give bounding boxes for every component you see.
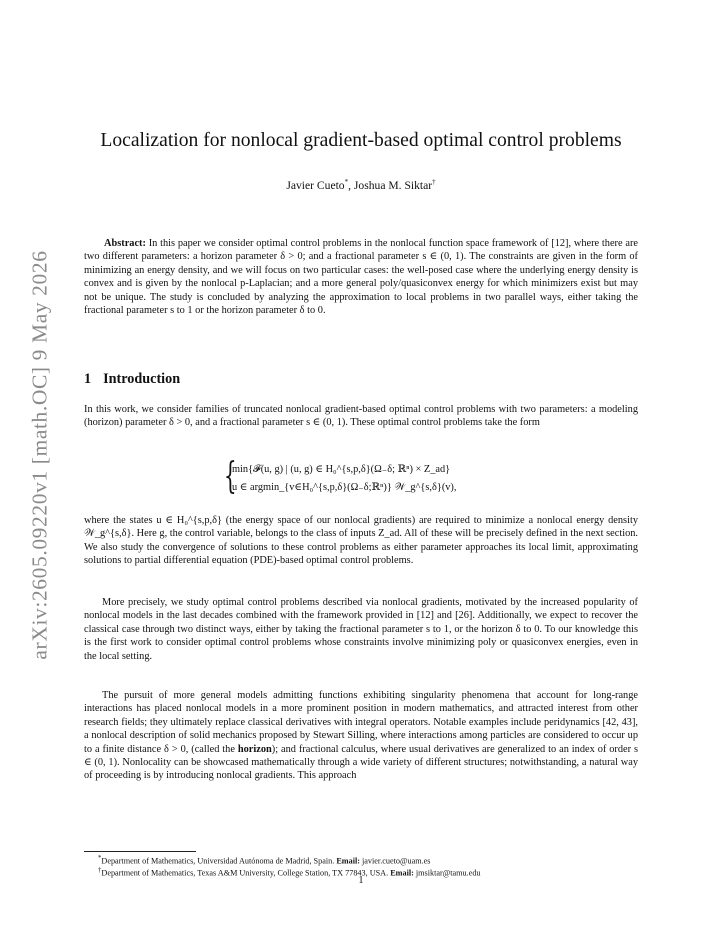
author-separator: , bbox=[348, 178, 354, 192]
abstract bbox=[84, 237, 638, 317]
horizon-term: horizon bbox=[237, 743, 272, 755]
equation-line-1: min{𝓕(u, g) | (u, g) ∈ H₀^{s,p,δ}(Ω₋δ; ℝⁿ) × Z_ad} bbox=[232, 464, 451, 475]
abstract-text: In this paper we consider optimal control problems in the nonlocal function space framework of [12], where there are two different parameters: a horizon parameter δ > 0; and a fractional parameter s ∈ (0, 1). The constraints are given in the form of minimizing an energy density, and we will focus on two particular cases: the well-posed case where the underlying energy density is convex and is given by the nonlocal p-Laplacian; and a more general poly/quasiconvex energy for which minimizers exist but may not be unique. The study is concluded by analyzing the approximation to local problems in two parallel ways, either taking the fractional parameter s to 1 or the horizon parameter δ to 0. bbox=[84, 238, 638, 317]
footnote-1 bbox=[98, 854, 430, 867]
footnote-2-email[interactable]: jmsiktar@tamu.edu bbox=[413, 868, 481, 878]
author-2-footnote-mark[interactable]: † bbox=[432, 178, 436, 186]
equation-brace: { bbox=[224, 456, 237, 497]
author-line bbox=[84, 178, 638, 192]
arxiv-id-text: arXiv:2605.09220v1 [math.OC] 9 May 2026 bbox=[27, 250, 52, 660]
footnote-2-affiliation: Department of Mathematics, Texas A&M University, College Station, TX 77843, USA. bbox=[101, 868, 391, 878]
footnote-1-email[interactable]: javier.cueto@uam.es bbox=[359, 856, 431, 866]
author-1-name: Javier Cueto bbox=[286, 178, 345, 192]
display-equation bbox=[224, 456, 524, 501]
abstract-label: Abstract: bbox=[104, 238, 146, 249]
footnote-divider bbox=[84, 851, 196, 852]
paragraph-4 bbox=[84, 689, 638, 783]
section-title: Introduction bbox=[103, 371, 181, 387]
paragraph-4-text-a: The pursuit of more general models admitting functions exhibiting singularity phenomena that account for long-range interactions has placed nonlocal models in a more prominent position in modern mathematics, and attracted interest from other research fields; they ultimately replace classical derivatives with integral operators. Notable examples include peridynamics [42, 43], a nonlocal description of solid mechanics proposed by Stewart Silling, where interactions among particles are considered to occur up to a finite distance δ > 0, (called the bbox=[84, 690, 638, 755]
footnote-1-affiliation: Department of Mathematics, Universidad Autónoma de Madrid, Spain. bbox=[101, 856, 337, 866]
paper-title: Localization for nonlocal gradient-based optimal control problems bbox=[100, 130, 622, 151]
paragraph-1: In this work, we consider families of truncated nonlocal gradient-based optimal control problems with two parameters: a modeling (horizon) parameter δ > 0, and a fractional parameter s ∈ (0, 1). These optimal control problems take the form bbox=[84, 404, 638, 429]
arxiv-identifier-stamp bbox=[20, 245, 60, 665]
author-1-footnote-mark[interactable]: * bbox=[344, 178, 349, 186]
section-heading-introduction bbox=[84, 371, 180, 388]
footnote-1-email-label: Email: bbox=[336, 856, 360, 866]
author-2-name: Joshua M. Siktar bbox=[353, 178, 433, 192]
equation-line-2: u ∈ argmin_{v∈H₀^{s,p,δ}(Ω₋δ;ℝⁿ)} 𝒲_g^{s,δ}(v), bbox=[232, 482, 457, 493]
footnote-1-mark: * bbox=[98, 855, 102, 862]
footnote-2-mark: † bbox=[98, 867, 102, 874]
footnote-2-email-label: Email: bbox=[390, 868, 414, 878]
section-number: 1 bbox=[84, 371, 92, 387]
paragraph-4-text-b: ); and fractional calculus, where usual derivatives are generalized to an index of order s ∈ (0, 1). Nonlocality can be showcased mathematically through a wide variety of different structures; notwithstanding, a natural way of proceeding is by introducing nonlocal gradients. This approach bbox=[84, 743, 638, 782]
paragraph-3: More precisely, we study optimal control problems described via nonlocal gradients, motivated by the increased popularity of nonlocal models in the last decades combined with the framework provided in [12] and [26]. Additionally, we expect to recover the classical case through two distinct ways, either by taking the fractional parameter s to 1, or the horizon δ to 0. To our knowledge this is the first work to consider optimal control problems whose constraints involve minimizing poly or quasiconvex energies, even in the local setting. bbox=[84, 597, 638, 662]
page-number: 1 bbox=[358, 875, 364, 886]
paragraph-2: where the states u ∈ H₀^{s,p,δ} (the energy space of our nonlocal gradients) are required to minimize a nonlocal energy density 𝒲_g^{s,δ}. Here g, the control variable, belongs to the class of inputs Z_ad. All of these will be precisely defined in the next section. We also study the convergence of solutions to these control problems as either parameter approaches its local limit, approximating solutions to partial differential equation (PDE)-based optimal control problems. bbox=[84, 515, 638, 567]
